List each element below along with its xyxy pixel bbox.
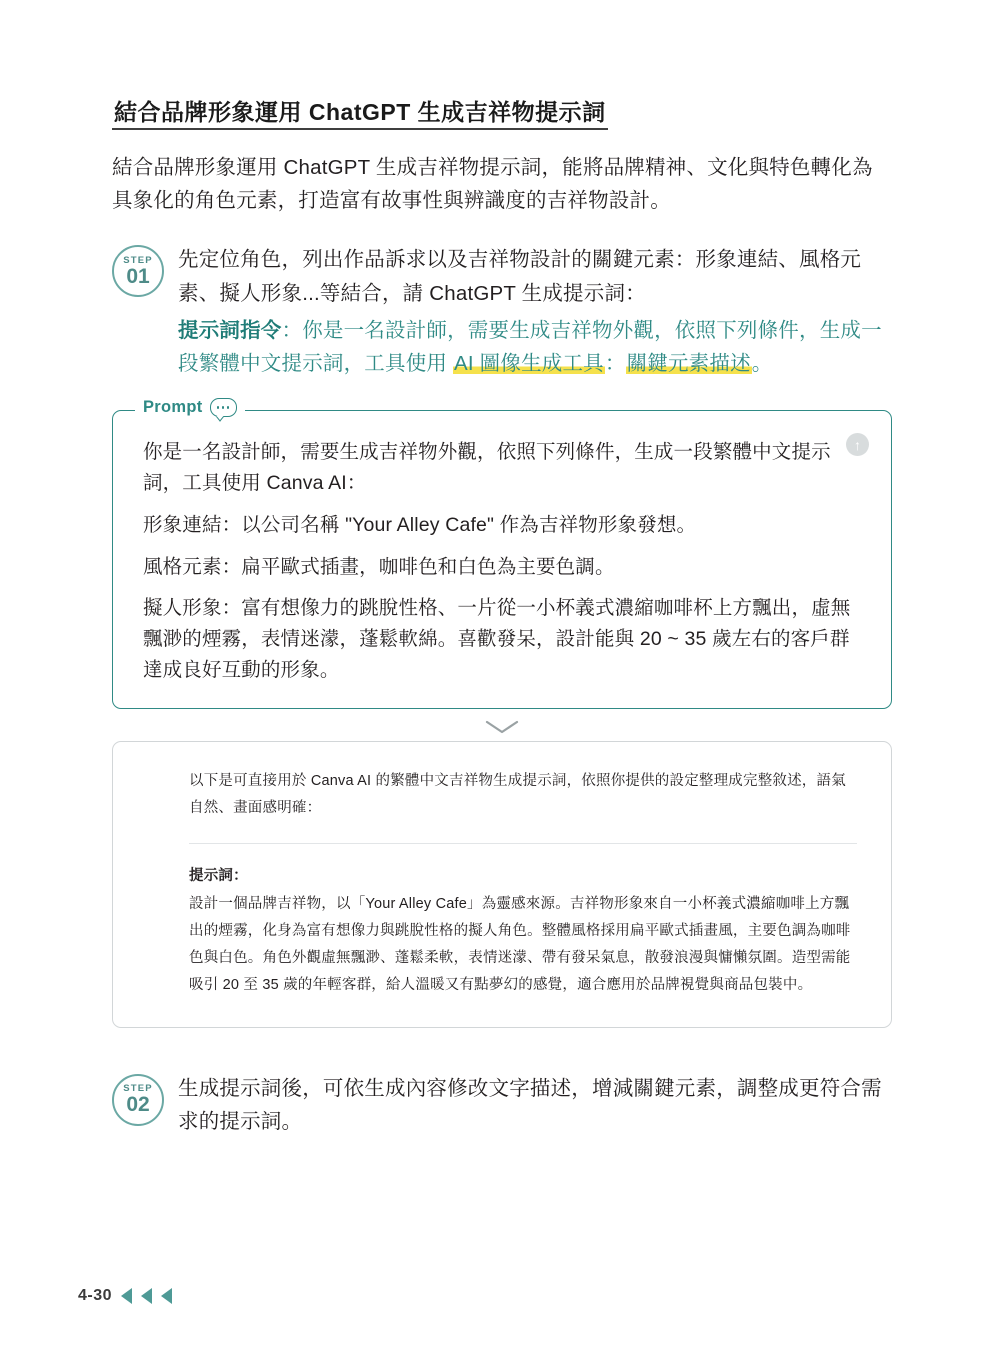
intro-paragraph: 結合品牌形象運用 ChatGPT 生成吉祥物提示詞，能將品牌精神、文化與特色轉化為具象化的角色元素，打造富有故事性與辨識度的吉祥物設計。 [112, 155, 873, 213]
page-footer [78, 1287, 172, 1305]
step-description-01: 先定位角色，列出作品訴求以及吉祥物設計的關鍵元素：形象連結、風格元素、擬人形象...等結合，請 ChatGPT 生成提示詞： [178, 248, 862, 305]
instruction-mid: ： [604, 351, 626, 375]
instruction-part1: 你是一名設計師，需要生成吉祥物外觀，依照下列條件，生成一段繁體中文提示詞，工具使用 [178, 318, 882, 375]
step-number: 02 [126, 1093, 150, 1117]
step-block-02 [112, 1070, 892, 1138]
page-number: 4-30 [78, 1287, 113, 1304]
step-word: STEP [123, 254, 153, 266]
send-arrow-icon[interactable]: ↑ [846, 433, 869, 456]
step-badge-02 [112, 1074, 164, 1126]
prompt-line: 形象連結：以公司名稱 "Your Alley Cafe" 作為吉祥物形象發想。 [143, 513, 697, 536]
step-text-02: 生成提示詞後，可依生成內容修改文字描述，增減關鍵元素，調整成更符合需求的提示詞。 [178, 1076, 882, 1133]
triangle-marker-icon [121, 1288, 132, 1304]
prompt-instruction-01 [178, 314, 892, 380]
step-word: STEP [123, 1082, 153, 1094]
prompt-legend [135, 398, 245, 417]
instruction-end: 。 [751, 351, 773, 375]
instruction-label: 提示詞指令 [178, 318, 282, 342]
page-title: 結合品牌形象運用 ChatGPT 生成吉祥物提示詞 [114, 99, 606, 125]
instruction-highlight-elements: 關鍵元素描述 [626, 351, 751, 375]
prompt-legend-label: Prompt [143, 398, 203, 417]
prompt-box [112, 398, 892, 709]
triangle-marker-icon [161, 1288, 172, 1304]
answer-title: 提示詞： [189, 868, 248, 885]
step-badge-01 [112, 245, 164, 297]
prompt-line: 風格元素：扁平歐式插畫，咖啡色和白色為主要色調。 [143, 555, 615, 578]
answer-box [112, 741, 892, 1028]
page-title-wrap [112, 98, 608, 131]
instruction-highlight-tool: AI 圖像生成工具 [454, 351, 604, 375]
step-block-01 [112, 241, 892, 380]
step-number: 01 [126, 265, 150, 289]
answer-divider [189, 843, 857, 844]
prompt-line: 你是一名設計師，需要生成吉祥物外觀，依照下列條件，生成一段繁體中文提示詞，工具使用 Canva AI： [143, 441, 831, 494]
answer-body: 設計一個品牌吉祥物，以「Your Alley Cafe」為靈感來源。吉祥物形象來自一小杯義式濃縮咖啡上方飄出的煙霧，化身為富有想像力與跳脫性格的擬人角色。整體風格採用扁平歐式插畫風，主要色調為咖啡色與白色。角色外觀虛無飄渺、蓬鬆柔軟，表情迷濛、帶有發呆氣息，散發浪漫與慵懶氛圍。造型需能吸引 20 至 35 歲的年輕客群，給人溫暖又有點夢幻的感覺，適合應用於品牌視覺與商品包裝中。 [189, 896, 851, 993]
prompt-line: 擬人形象：富有想像力的跳脫性格、一片從一小杯義式濃縮咖啡杯上方飄出，虛無飄渺的煙霧，表情迷濛，蓬鬆軟綿。喜歡發呆，設計能與 20 ~ 35 歲左右的客戶群達成良好互動的形象。 [143, 597, 851, 681]
step-text-01 [178, 241, 892, 380]
page-content [112, 98, 892, 1138]
instruction-separator: ： [281, 318, 303, 342]
speech-bubble-icon [210, 398, 237, 417]
triangle-marker-icon [141, 1288, 152, 1304]
chevron-down-icon [112, 719, 892, 735]
answer-intro: 以下是可直接用於 Canva AI 的繁體中文吉祥物生成提示詞，依照你提供的設定整理成完整敘述，語氣自然、畫面感明確： [189, 772, 846, 816]
